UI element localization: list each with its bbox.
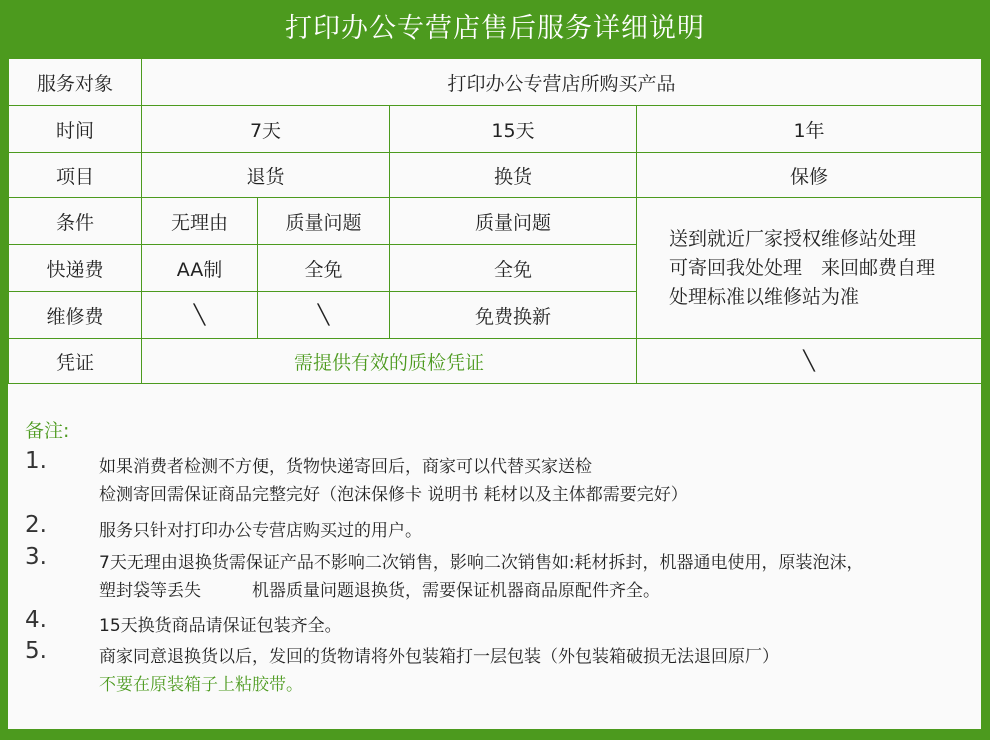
warranty-note-line: 送到就近厂家授权维修站处理 bbox=[669, 227, 917, 250]
cell-item-exchange: 换货 bbox=[390, 153, 637, 198]
cell-warranty-notes bbox=[637, 198, 982, 339]
cell-condition-quality-return: 质量问题 bbox=[258, 198, 390, 245]
cell-voucher-warranty-na: ╲ bbox=[637, 339, 982, 384]
cell-item-return: 退货 bbox=[142, 153, 390, 198]
cell-repair-na-2: ╲ bbox=[258, 292, 390, 339]
warranty-note-line: 处理标准以维修站为准 bbox=[669, 285, 860, 308]
cell-repair-na-1: ╲ bbox=[142, 292, 258, 339]
cell-voucher-value: 需提供有效的质检凭证 bbox=[142, 339, 637, 384]
cell-shipping-free-return: 全免 bbox=[258, 245, 390, 292]
note-text: 检测寄回需保证商品完整完好（泡沫保修卡 说明书 耗材以及主体都需要完好） bbox=[99, 485, 688, 505]
row-service-object bbox=[9, 59, 982, 106]
note-text: 7天无理由退换货需保证产品不影响二次销售，影响二次销售如:耗材拆封，机器通电使用，原装泡沫， bbox=[99, 553, 864, 573]
cell-repair-label: 维修费 bbox=[9, 292, 142, 339]
row-condition bbox=[9, 198, 982, 245]
note-text: 如果消费者检测不方便，货物快递寄回后，商家可以代替买家送检 bbox=[99, 457, 592, 477]
cell-condition-no-reason: 无理由 bbox=[142, 198, 258, 245]
cell-shipping-aa: AA制 bbox=[142, 245, 258, 292]
warranty-note-line: 可寄回我处处理 来回邮费自理 bbox=[669, 256, 936, 279]
note-text: 塑封袋等丢失 机器质量问题退换货，需要保证机器商品原配件齐全。 bbox=[99, 581, 660, 601]
cell-time-15d: 15天 bbox=[390, 106, 637, 153]
cell-item-label: 项目 bbox=[9, 153, 142, 198]
cell-shipping-label: 快递费 bbox=[9, 245, 142, 292]
cell-time-label: 时间 bbox=[9, 106, 142, 153]
cell-time-1y: 1年 bbox=[637, 106, 982, 153]
cell-condition-label: 条件 bbox=[9, 198, 142, 245]
note-number: 2. bbox=[25, 512, 47, 538]
service-table bbox=[8, 58, 982, 384]
row-item bbox=[9, 153, 982, 198]
page-title: 打印办公专营店售后服务详细说明 bbox=[285, 13, 705, 44]
cell-voucher-label: 凭证 bbox=[9, 339, 142, 384]
note-text: 15天换货商品请保证包装齐全。 bbox=[99, 616, 342, 636]
notes-label: 备注: bbox=[25, 420, 70, 442]
note-number: 5. bbox=[25, 638, 47, 664]
row-voucher bbox=[9, 339, 982, 384]
note-number: 4. bbox=[25, 607, 47, 633]
cell-object-label: 服务对象 bbox=[9, 59, 142, 106]
cell-object-value: 打印办公专营店所购买产品 bbox=[142, 59, 982, 106]
note-number: 1. bbox=[25, 448, 47, 474]
row-time bbox=[9, 106, 982, 153]
cell-item-warranty: 保修 bbox=[637, 153, 982, 198]
note-text-highlight: 不要在原装箱子上粘胶带。 bbox=[99, 675, 303, 695]
cell-shipping-free-exchange: 全免 bbox=[390, 245, 637, 292]
cell-condition-quality-exchange: 质量问题 bbox=[390, 198, 637, 245]
cell-time-7d: 7天 bbox=[142, 106, 390, 153]
cell-repair-free-new: 免费换新 bbox=[390, 292, 637, 339]
note-text: 商家同意退换货以后，发回的货物请将外包装箱打一层包装（外包装箱破损无法退回原厂） bbox=[99, 647, 779, 667]
content-panel bbox=[8, 58, 981, 729]
note-text: 服务只针对打印办公专营店购买过的用户。 bbox=[99, 521, 422, 541]
note-number: 3. bbox=[25, 544, 47, 570]
